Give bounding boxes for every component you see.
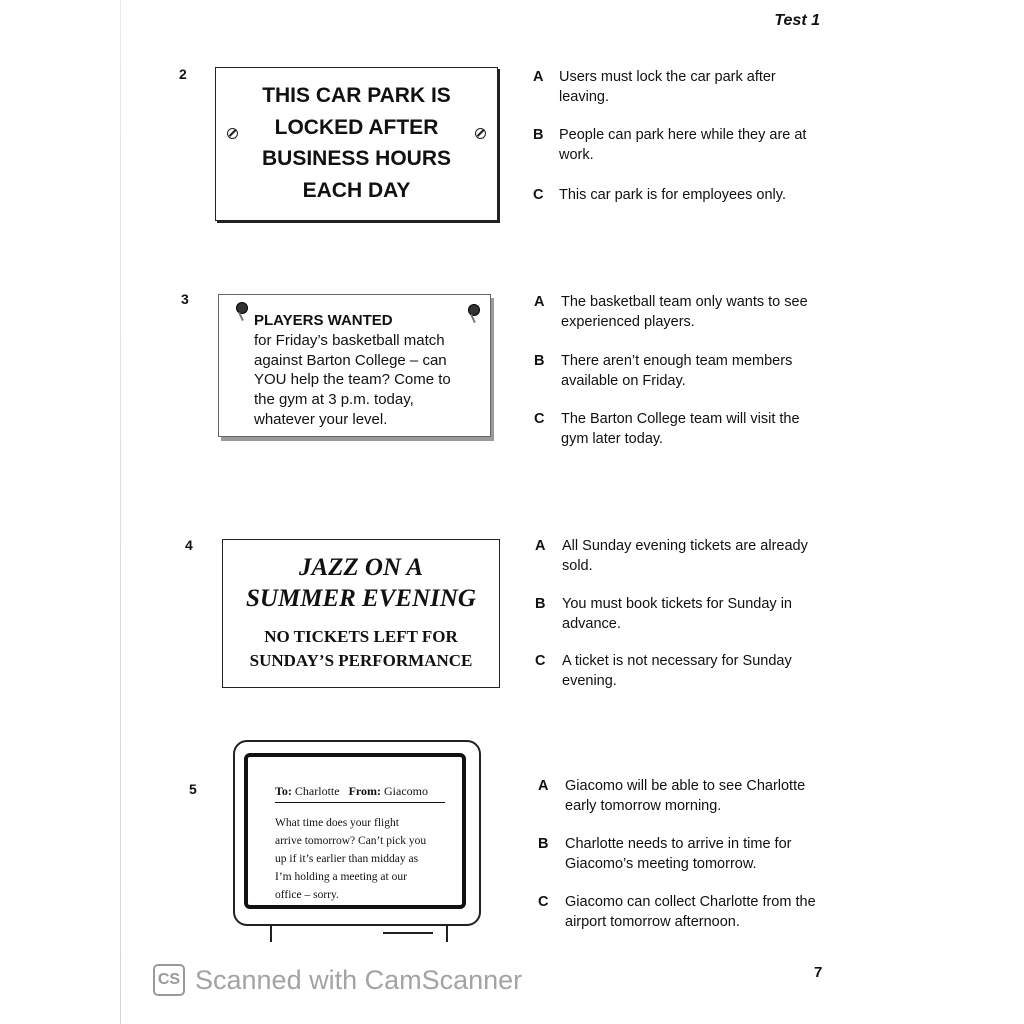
page-edge (120, 0, 121, 1024)
jazz-notice: NO TICKETS LEFT FOR SUNDAY’S PERFORMANCE (249, 627, 473, 670)
monitor-stand (270, 926, 448, 942)
jazz-sign (222, 539, 500, 688)
notice-heading: PLAYERS WANTED (254, 312, 393, 329)
question-number: 4 (185, 537, 193, 553)
page-number: 7 (814, 964, 823, 981)
camscanner-logo-icon: CS (153, 964, 185, 996)
camscanner-watermark (153, 962, 522, 998)
computer-monitor (233, 740, 481, 926)
notice-body: for Friday’s basketball match against Barton College – can YOU help the team? Come to the gym at 3 p.m. today, whatever your level. (254, 332, 451, 428)
car-park-sign (215, 67, 498, 221)
monitor-stand-line (383, 932, 433, 934)
question-number: 5 (189, 781, 197, 797)
sign-text: THIS CAR PARK IS LOCKED AFTER BUSINESS HOURS EACH DAY (261, 84, 452, 202)
test-header: Test 1 (774, 12, 820, 29)
question-number: 3 (181, 291, 189, 307)
email-screen (244, 753, 466, 909)
jazz-title: JAZZ ON A SUMMER EVENING (246, 554, 476, 612)
email-body: What time does your flight arrive tomorrow? Can’t pick you up if it’s earlier than midday as I’m holding a meeting at our office – sorry. (275, 817, 427, 901)
pin-icon (236, 302, 248, 314)
pin-icon (468, 304, 480, 316)
watermark-text: Scanned with CamScanner (195, 964, 523, 995)
email-header: To: Charlotte From: Giacomo (275, 784, 445, 803)
question-number: 2 (179, 66, 187, 82)
notice-sign (218, 294, 491, 437)
